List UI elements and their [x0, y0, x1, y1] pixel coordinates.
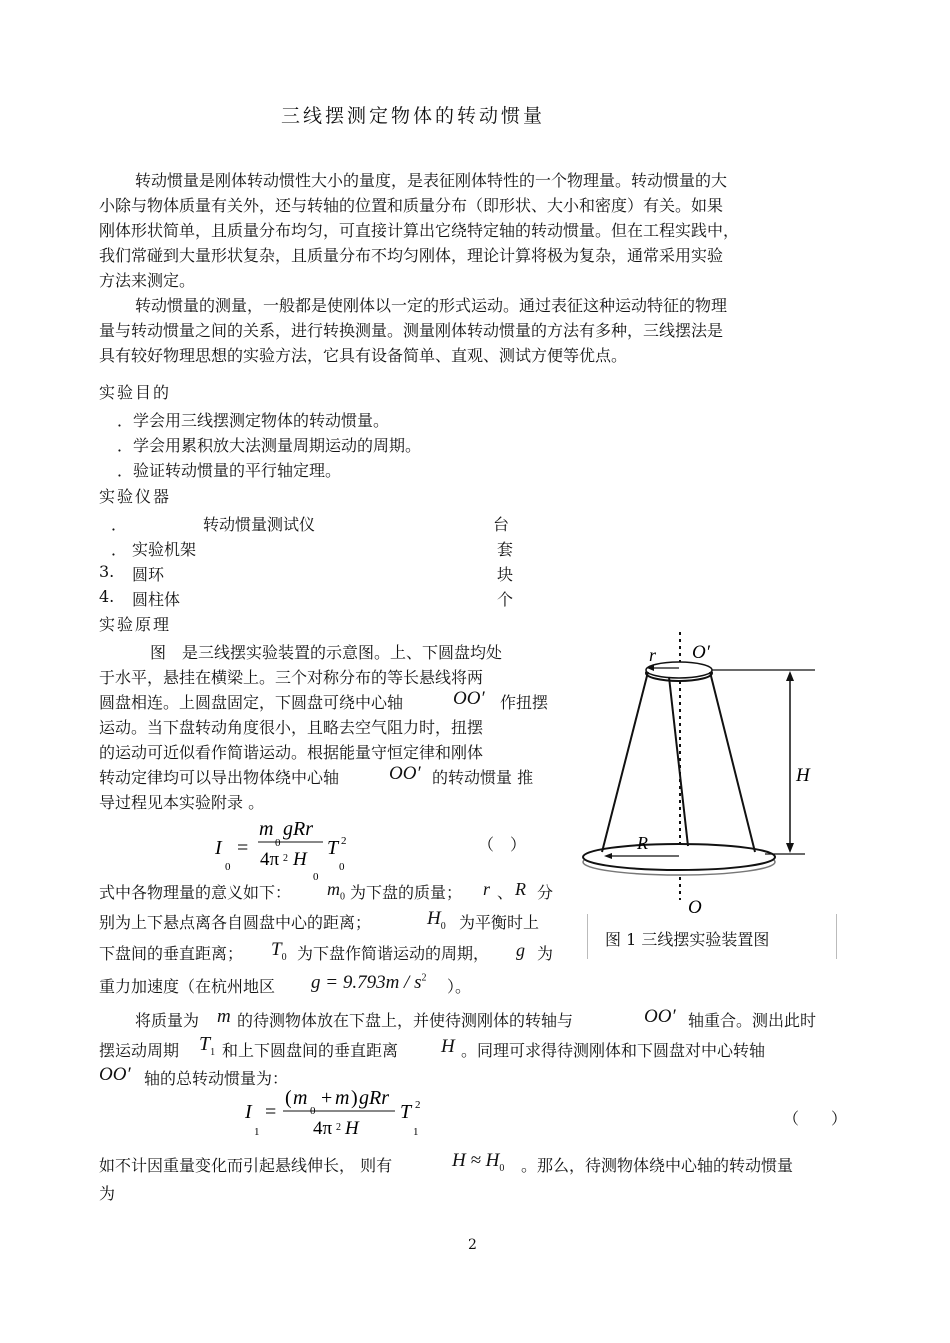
svg-text:0: 0 — [275, 837, 281, 849]
purpose-item: ．学会用三线摆测定物体的转动惯量。 — [117, 411, 390, 430]
symbol-g: g — [516, 940, 525, 960]
principle-line: 于水平，悬挂在横梁上。三个对称分布的等长悬线将两 — [99, 668, 484, 687]
equipment-name: 圆环 — [132, 565, 165, 584]
svg-text:m: m — [259, 818, 274, 840]
equipment-name: 实验机架 — [132, 540, 197, 559]
svg-text:H: H — [345, 1118, 359, 1139]
equipment-unit: 台 — [493, 515, 510, 534]
figure-label-r-big: R — [637, 833, 648, 853]
svg-text:2: 2 — [341, 835, 347, 847]
svg-text:0: 0 — [225, 861, 231, 873]
principle-line: 的转动惯量 推 — [432, 768, 534, 787]
intro-line: 刚体形状简单，且质量分布均匀，可直接计算出它绕特定轴的转动惯量。但在工程实践中， — [99, 221, 740, 240]
definition-text: 为平衡时上 — [459, 913, 540, 932]
equipment-num: 4. — [99, 587, 115, 606]
equipment-num: ． — [111, 540, 128, 559]
svg-text:H: H — [293, 849, 307, 870]
principle-line: 圆盘相连。上圆盘固定，下圆盘可绕中心轴 — [99, 693, 404, 712]
symbol-T1: $T_1$ — [199, 1033, 216, 1058]
symbol-H0: $H_0$ — [427, 908, 446, 932]
svg-text:0: 0 — [310, 1105, 316, 1117]
axis-symbol: OO′ — [99, 1064, 131, 1085]
svg-text:m: m — [293, 1087, 308, 1109]
relation-h-approx-h0: $H \approx H_0$ — [452, 1150, 505, 1174]
symbol-T0: $T_0$ — [271, 939, 287, 963]
axis-symbol: OO′ — [389, 763, 421, 784]
svg-text:4π: 4π — [313, 1118, 333, 1139]
equipment-num: 3. — [99, 562, 115, 581]
svg-text:2: 2 — [336, 1122, 341, 1133]
svg-text:2: 2 — [283, 853, 288, 864]
principle-line: 运动。当下盘转动角度很小，且略去空气阻力时，扭摆 — [99, 718, 484, 737]
principle-line: 图 是三线摆实验装置的示意图。上、下圆盘均处 — [150, 643, 503, 662]
section-heading-equipment: 实验仪器 — [99, 487, 172, 506]
intro-line: 转动惯量的测量，一般都是使刚体以一定的形式运动。通过表征这种运动特征的物理 — [135, 296, 728, 315]
page-number: 2 — [468, 1237, 477, 1253]
intro-line: 具有较好物理思想的实验方法，它具有设备简单、直观、测试方便等优点。 — [99, 346, 628, 365]
symbol-H: H — [441, 1036, 455, 1057]
intro-line: 我们常碰到大量形状复杂，且质量分布不均匀刚体，理论计算将极为复杂，通常采用实验 — [99, 246, 724, 265]
figure-label-o: O — [688, 897, 702, 918]
svg-text:(: ( — [285, 1087, 292, 1109]
definition-text: 为下盘作简谐运动的周期， — [297, 944, 490, 963]
equipment-unit: 块 — [497, 565, 514, 584]
definition-text: 为 — [537, 944, 554, 963]
svg-text:T: T — [400, 1101, 412, 1123]
figure-caption-box — [587, 914, 837, 959]
h-arrowhead-bottom — [786, 843, 794, 853]
equipment-name: 转动惯量测试仪 — [203, 515, 316, 534]
svg-text:T: T — [327, 837, 339, 859]
symbol-m0: $m_0$ — [327, 879, 345, 903]
continuation-text: 和上下圆盘间的垂直距离 — [222, 1041, 399, 1060]
continuation-text: 轴重合。测出此时 — [688, 1011, 817, 1030]
definition-text: ）。 — [447, 977, 472, 996]
svg-text:gRr: gRr — [283, 818, 313, 840]
figure-caption: 图 1 三线摆实验装置图 — [605, 930, 770, 949]
svg-text:): ) — [351, 1087, 358, 1109]
suspension-line-back — [669, 677, 688, 846]
svg-text:0: 0 — [313, 871, 319, 883]
svg-text:4π: 4π — [260, 849, 280, 870]
figure-label-r: r — [649, 645, 657, 665]
svg-text:m: m — [335, 1087, 350, 1109]
equation-2-number: （ ） — [783, 1109, 848, 1128]
figure-label-o-prime: O′ — [692, 642, 710, 663]
principle-line: 的运动可近似看作简谐运动。根据能量守恒定律和刚体 — [99, 743, 484, 762]
continuation-text: 如不计因重量变化而引起悬线伸长， 则有 — [99, 1156, 393, 1175]
continuation-text: 。那么，待测物体绕中心轴的转动惯量 — [521, 1156, 794, 1175]
definition-text: 为下盘的质量； — [350, 883, 463, 902]
equipment-num: ． — [111, 515, 128, 534]
definition-text: 别为上下悬点离各自圆盘中心的距离； — [99, 913, 372, 932]
svg-text:2: 2 — [415, 1099, 421, 1111]
equation-1-number: （ ） — [478, 835, 527, 854]
equipment-unit: 个 — [497, 590, 514, 609]
equation-2-formula — [235, 1084, 445, 1146]
suspension-line-left — [602, 672, 648, 852]
gravity-value: $g = 9.793m / s^2$ — [311, 972, 427, 993]
definition-text: 下盘间的垂直距离； — [99, 944, 244, 963]
figure-label-h: H — [796, 765, 810, 786]
continuation-text: 摆运动周期 — [99, 1041, 180, 1060]
section-heading-principle: 实验原理 — [99, 615, 172, 634]
axis-symbol: OO′ — [453, 688, 485, 709]
h-arrowhead-top — [786, 671, 794, 681]
equipment-name: 圆柱体 — [132, 590, 181, 609]
definition-text: 、 — [497, 883, 514, 902]
svg-text:0: 0 — [339, 861, 345, 873]
continuation-text: 的待测物体放在下盘上，并使待测刚体的转轴与 — [237, 1011, 574, 1030]
svg-text:=: = — [265, 1101, 277, 1123]
svg-text:I: I — [245, 1101, 252, 1123]
continuation-text: 为 — [99, 1184, 116, 1203]
svg-text:1: 1 — [413, 1126, 419, 1138]
definition-text: 分 — [537, 883, 554, 902]
suspension-line-right — [710, 672, 755, 852]
definition-text: 重力加速度（在杭州地区 — [99, 977, 276, 996]
trifilar-pendulum-figure — [575, 630, 845, 920]
intro-line: 小除与物体质量有关外，还与转轴的位置和质量分布（即形状、大小和密度）有关。如果 — [99, 196, 724, 215]
principle-line: 导过程见本实验附录 。 — [99, 793, 265, 812]
continuation-text: 。同理可求得待测刚体和下圆盘对中心转轴 — [461, 1041, 766, 1060]
purpose-item: ．学会用累积放大法测量周期运动的周期。 — [117, 436, 422, 455]
svg-text:+: + — [321, 1087, 333, 1109]
principle-line: 转动定律均可以导出物体绕中心轴 — [99, 768, 340, 787]
symbol-m: m — [217, 1006, 231, 1027]
purpose-item: ．验证转动惯量的平行轴定理。 — [117, 461, 342, 480]
axis-symbol: OO′ — [644, 1006, 676, 1027]
symbol-r: r — [483, 879, 491, 899]
svg-text:gRr: gRr — [359, 1087, 389, 1109]
continuation-text: 轴的总转动惯量为： — [144, 1069, 289, 1088]
equipment-unit: 套 — [497, 540, 514, 559]
intro-line: 转动惯量是刚体转动惯性大小的量度，是表征刚体特性的一个物理量。转动惯量的大 — [135, 171, 728, 190]
intro-line: 方法来测定。 — [99, 271, 196, 290]
svg-text:I: I — [215, 837, 222, 859]
svg-text:=: = — [237, 837, 249, 859]
page-title: 三线摆测定物体的转动惯量 — [281, 105, 546, 127]
intro-line: 量与转动惯量之间的关系，进行转换测量。测量刚体转动惯量的方法有多种，三线摆法是 — [99, 321, 724, 340]
symbol-R: R — [515, 879, 526, 899]
equation-1-formula — [205, 810, 365, 885]
continuation-text: 将质量为 — [135, 1011, 200, 1030]
definition-text: 式中各物理量的意义如下： — [99, 883, 292, 902]
svg-text:1: 1 — [254, 1126, 260, 1138]
section-heading-purpose: 实验目的 — [99, 383, 172, 402]
principle-line: 作扭摆 — [500, 693, 549, 712]
